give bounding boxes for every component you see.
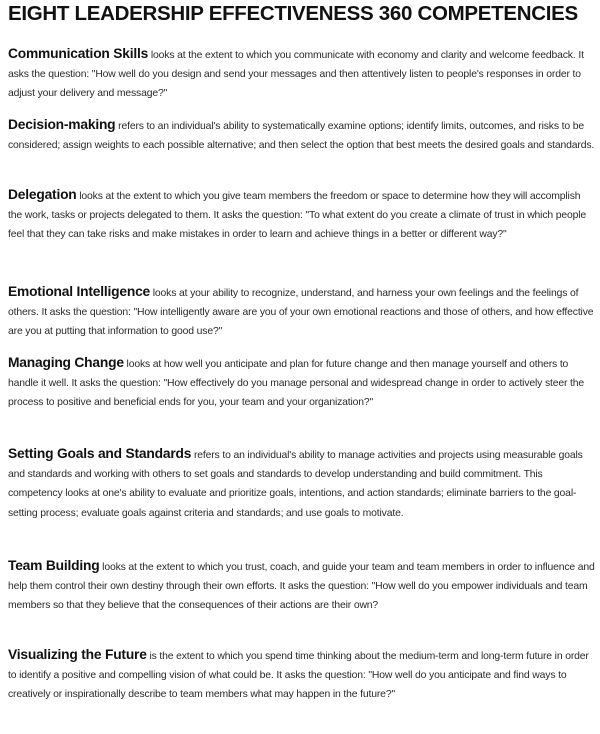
competency-managing-change bbox=[8, 353, 596, 413]
competency-visualizing-future bbox=[8, 645, 596, 705]
competency-term: Setting Goals and Standards bbox=[8, 446, 192, 461]
competency-term: Team Building bbox=[8, 558, 100, 573]
competency-delegation bbox=[8, 185, 596, 245]
competency-description: refers to an individual's ability to systematically examine options; identify limits, outcomes, and risks to be considered; assign weights to each possible alternative; and then select the option that best meets the desired goals and standards. bbox=[8, 121, 595, 152]
competency-description: looks at the extent to which you communicate with economy and clarity and welcome feedback. It asks the question: "How well do you design and send your messages and then attentively listen to people's responses in order to adjust your delivery and message?" bbox=[8, 50, 584, 100]
competency-term: Delegation bbox=[8, 187, 77, 202]
competency-emotional-intelligence bbox=[8, 282, 596, 342]
competency-term: Communication Skills bbox=[8, 46, 149, 61]
competency-description: looks at the extent to which you trust, coach, and guide your team and team members in order to influence and help them control their own destiny through their own efforts. It asks the question: "How well do you empower individuals and team members so that they believe that the consequences of their actions are their own? bbox=[8, 562, 595, 612]
competency-term: Managing Change bbox=[8, 355, 124, 370]
competency-team-building bbox=[8, 556, 596, 616]
competency-description: refers to an individual's ability to manage activities and projects using measurable goals and standards and working with others to set goals and standards to develop understanding and build commitment. This competency looks at one's ability to evaluate and prioritize goals, intentions, and action standards; eliminate barriers to the goal-setting process; evaluate goals against criteria and standards; and use goals to motivate. bbox=[8, 450, 583, 519]
competency-communication-skills bbox=[8, 44, 596, 104]
competency-term: Emotional Intelligence bbox=[8, 284, 151, 299]
competency-description: looks at the extent to which you give team members the freedom or space to determine how they will accomplish the work, tasks or projects delegated to them. It asks the question: "To what extent do you create a climate of trust in which people feel that they can take risks and make mistakes in order to learn and achieve things in a better or different way?" bbox=[8, 191, 587, 241]
competency-term: Visualizing the Future bbox=[8, 647, 147, 662]
competency-setting-goals bbox=[8, 444, 596, 523]
competency-description: is the extent to which you spend time thinking about the medium-term and long-term future in order to identify a positive and compelling vision of what could be. It asks the question: "How well do you anticipate and find ways to creatively or inspirationally describe to team members what may happen in the future?" bbox=[8, 651, 589, 701]
document-title: EIGHT LEADERSHIP EFFECTIVENESS 360 COMPETENCIES bbox=[8, 2, 578, 25]
competency-description: looks at your ability to recognize, understand, and harness your own feelings and the feelings of others. It asks the question: "How intelligently aware are you of your own emotional reactions and those of others, and how effective are you at putting that information to good use?" bbox=[8, 288, 594, 338]
competency-description: looks at how well you anticipate and plan for future change and then manage yourself and others to handle it well. It asks the question: "How effectively do you manage personal and widespread change in order to actively steer the process to positive and beneficial ends for you, your team and your organization?" bbox=[8, 359, 585, 409]
competency-decision-making bbox=[8, 115, 596, 155]
competency-term: Decision-making bbox=[8, 117, 116, 132]
